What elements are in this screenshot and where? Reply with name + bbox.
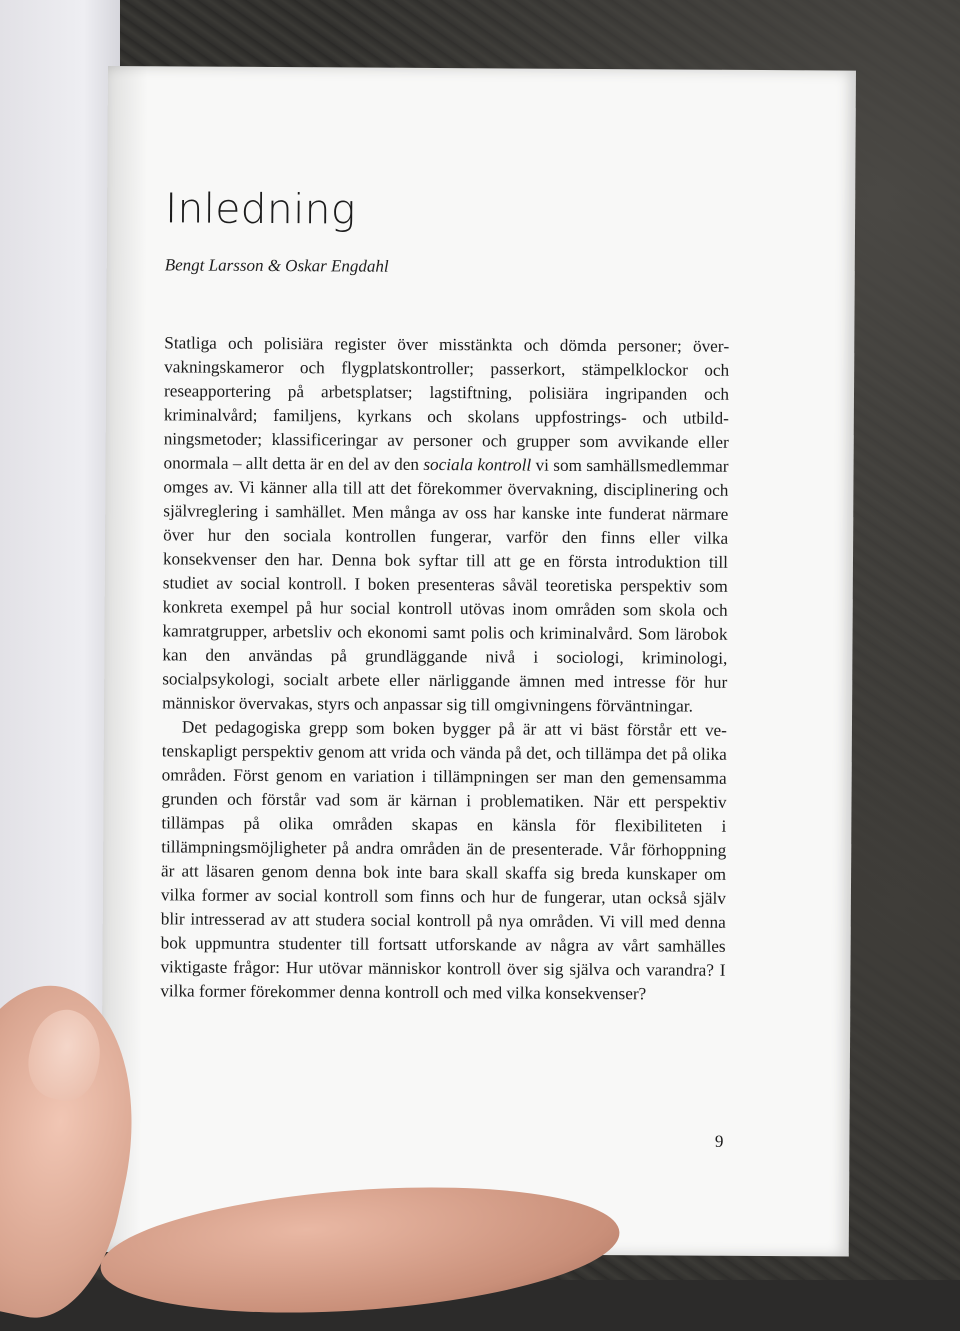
emphasis-term: sociala kontroll [423, 454, 532, 475]
chapter-title: Inledning [164, 184, 356, 234]
paragraph-1-start: Statliga och polisiära register över misstänkta och dömda personer; övervakningskameror och flygplatskontroller; passerkort, stämpelklockor och reseapportering på arbetsplatser; lagstiftning, polisiära ingripanden och kriminalvård; familjens, kyrkans och skolans uppfostrings- och utbildningsmetoder; klassificeringar av personer och grupper som avvikande eller onormala – allt detta är en del av den [163, 333, 730, 474]
book-page [101, 66, 856, 1257]
body-text [160, 331, 729, 1006]
page-number: 9 [714, 1131, 724, 1151]
paragraph-1-end: vi som samhällsmedlemmar omges av. Vi känner alla till att det förekommer övervakning, disciplinering och självreglering i samhället. Men många av oss har kanske inte funderat närmare över hur den sociala kontrollen fungerar, varför den finns eller vilka konsekvenser den har. Denna bok syftar till att ge en första introduktion till studiet av social kontroll. I boken presenteras såväl teoretiska perspektiv som konkreta exempel på hur social kontroll utövas inom områden som skola och kamratgrupper, arbetsliv och ekonomi samt polis och kriminalvård. Som lärobok kan den användas på grundläggande nivå i sociologi, kriminologi, socialpsykologi, socialt arbete eller närliggande ämnen med intresse för hur människor övervakas, styrs och anpassar sig till omgivningens förväntningar. [162, 455, 729, 716]
paragraph-2: Det pedagogiska grepp som boken bygger på är att vi bäst förstår ett vetenskapligt perspektiv genom att vrida och vända på det, och tillämpa det på olika områden. Först genom en variation i tillämpningen ser man den gemensamma grunden och förstår vad som är kärnan i problematiken. När ett perspektiv tillämpas på olika områden skapas en känsla för flexibiliteten i tillämpningsmöjligheter på andra områden än de presenterade. Vår förhoppning är att läsaren genom denna bok inte bara skall skaffa sig breda kunskaper om vilka former av social kontroll som finns och hur de fungerar, utan också själv blir intresserad av att studera social kontroll på nya områden. Vi vill med denna bok uppmuntra studenter till fortsatt utforskande av några av vårt samhälles viktigaste frågor: Hur utövar människor kontroll över sig själva och varandra? I vilka former förekommer denna kontroll och med vilka konsekvenser? [160, 717, 728, 1004]
paragraph-1 [162, 331, 729, 718]
chapter-authors: Bengt Larsson & Oskar Engdahl [164, 255, 389, 276]
